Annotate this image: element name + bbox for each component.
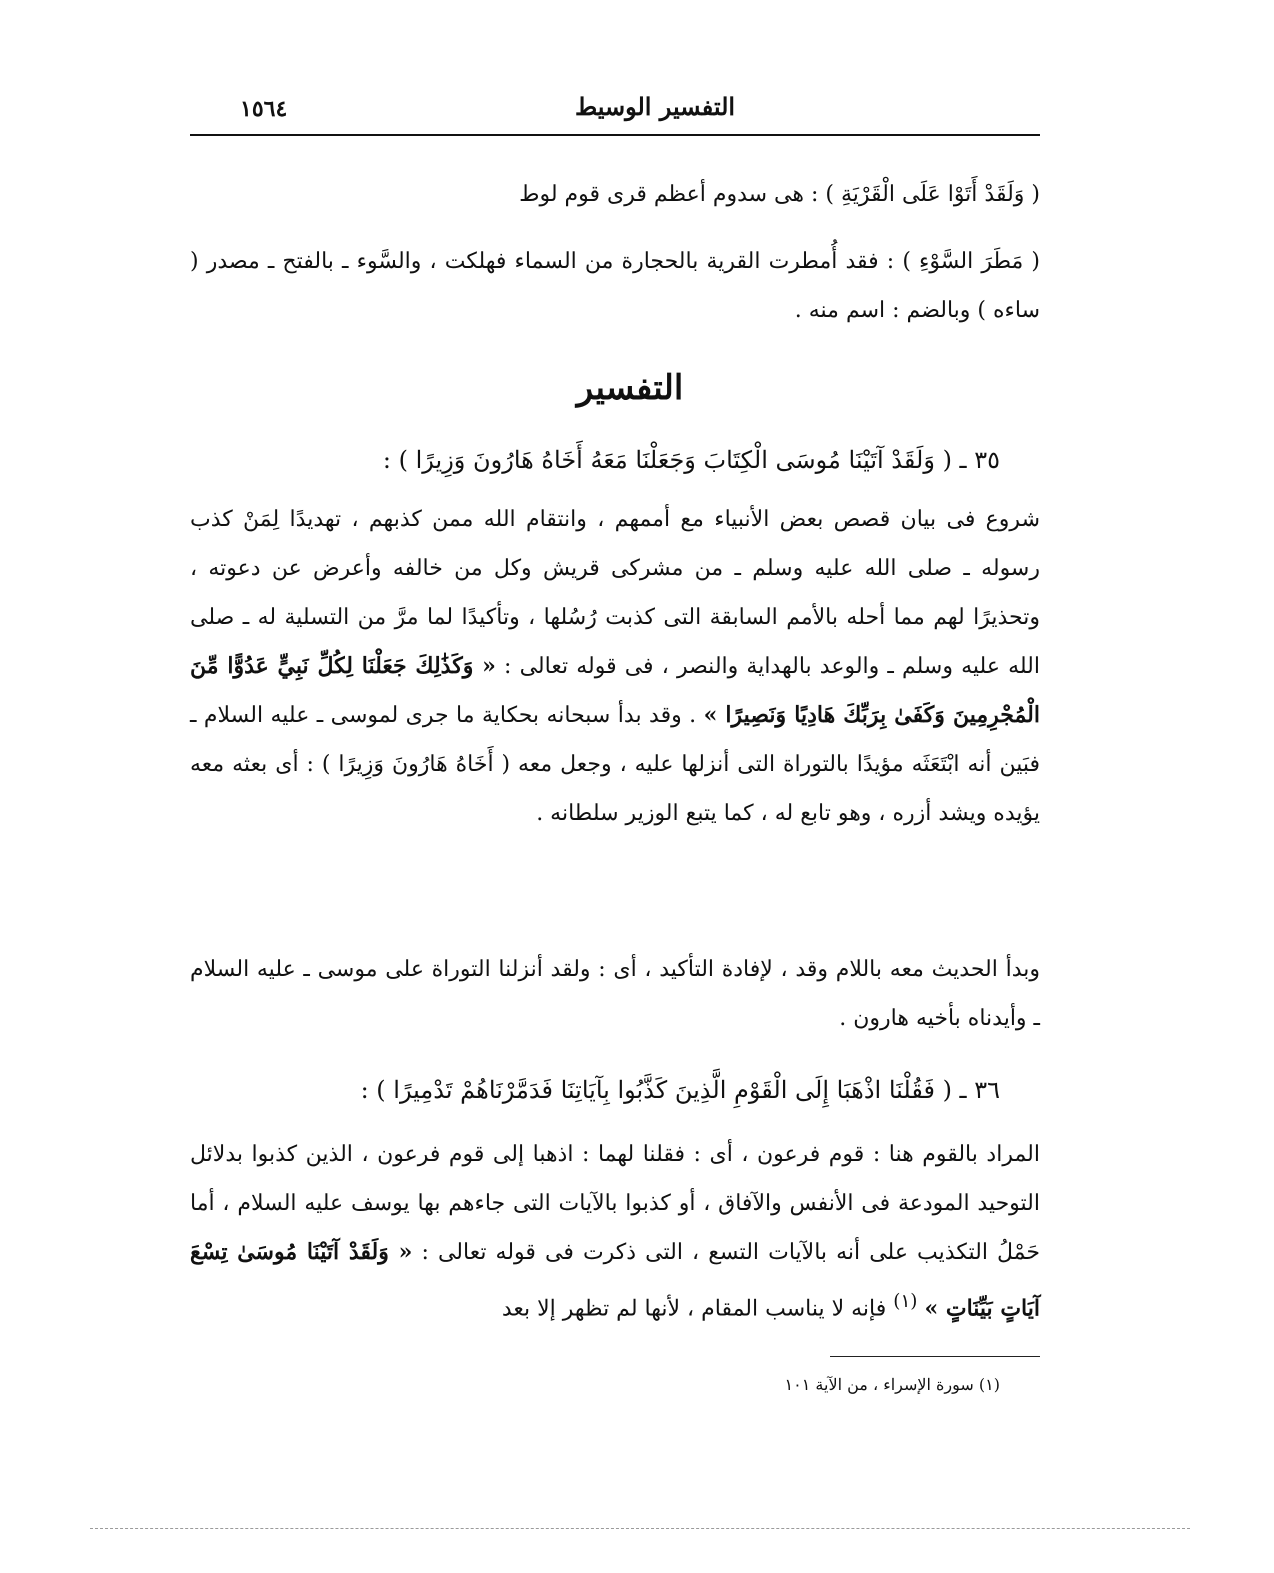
commentary-text: شروع فى بيان قصص بعض الأنبياء مع أممهم ، وانتقام الله ممن كذبهم ، تهديدًا لِمَنْ كذب رسوله ـ صلى الله عليه وسلم ـ من مشركى قريش وكل من خالفه وأعرض عن دعوته ، وتحذيرًا لهم مما أحله بالأمم السابقة التى كذبت رُسُلها ، وتأكيدًا لما مرَّ من التسلية له ـ صلى الله عليه وسلم ـ والوعد بالهداية والنصر ، فى قوله تعالى : <box>190 507 1040 679</box>
footnote: (١) سورة الإسراء ، من الآية ١٠١ <box>784 1375 1000 1394</box>
glossary-entry: ( مَطَرَ السَّوْءِ ) : فقد أُمطرت القرية بالحجارة من السماء فهلكت ، والسَّوء ـ بالفتح ـ مصدر ( ساءه ) وبالضم : اسم منه . <box>190 249 1040 323</box>
section-heading: التفسير <box>576 368 684 408</box>
scan-edge-line <box>90 1528 1190 1529</box>
commentary-text: فإنه لا يناسب المقام ، لأنها لم تظهر إلا بعد <box>501 1296 887 1322</box>
verse-heading: ٣٥ ـ ( وَلَقَدْ آتَيْنَا مُوسَى الْكِتَابَ وَجَعَلْنَا مَعَهُ أَخَاهُ هَارُونَ وَزِيرًا ) : <box>382 446 1000 474</box>
quranic-quote: « وَلَقَدْ آتَيْنَا مُوسَىٰ تِسْعَ آيَاتٍ بَيِّنَاتٍ » <box>190 1239 1040 1322</box>
running-title: التفسير الوسيط <box>574 92 736 121</box>
commentary-paragraph: وبدأ الحديث معه باللام وقد ، لإفادة التأكيد ، أى : ولقد أنزلنا التوراة على موسى ـ عليه السلام ـ وأيدناه بأخيه هارون . <box>190 957 1040 1031</box>
footnote-divider <box>830 1356 1040 1357</box>
commentary-text: . وقد بدأ سبحانه بحكاية ما جرى لموسى ـ عليه السلام ـ فبَين أنه ابْتَعَثَه مؤيدًا بالتوراة التى أنزلها عليه ، وجعل معه ( أَخَاهُ هَارُونَ وَزِيرًا ) : أى بعثه معه يؤيده ويشد أزره ، وهو تابع له ، كما يتبع الوزير سلطانه . <box>190 703 1040 826</box>
page-number: ١٥٦٤ <box>240 96 288 122</box>
commentary-paragraph <box>190 495 1040 838</box>
commentary-paragraph <box>190 1130 1040 1333</box>
verse-heading: ٣٦ ـ ( فَقُلْنَا اذْهَبَا إِلَى الْقَوْمِ الَّذِينَ كَذَّبُوا بِآيَاتِنَا فَدَمَّرْنَاهُمْ تَدْمِيرًا ) : <box>360 1076 1000 1104</box>
commentary-text: المراد بالقوم هنا : قوم فرعون ، أى : فقلنا لهما : اذهبا إلى قوم فرعون ، الذين كذبوا بدلائل التوحيد المودعة فى الأنفس والآفاق ، أو كذبوا بالآيات التى جاءهم بها يوسف عليه السلام ، أما حَمْلُ التكذيب على أنه بالآيات التسع ، التى ذكرت فى قوله تعالى : <box>190 1142 1041 1265</box>
page-header <box>190 92 1040 136</box>
glossary-entry: ( وَلَقَدْ أَتَوْا عَلَى الْقَرْيَةِ ) : هى سدوم أعظم قرى قوم لوط <box>519 182 1040 207</box>
quranic-quote: « وَكَذَٰلِكَ جَعَلْنَا لِكُلِّ نَبِيٍّ عَدُوًّا مِّنَ الْمُجْرِمِينَ وَكَفَىٰ بِرَبِّكَ هَادِيًا وَنَصِيرًا » <box>190 653 1040 728</box>
footnote-marker: (١) <box>893 1291 918 1312</box>
